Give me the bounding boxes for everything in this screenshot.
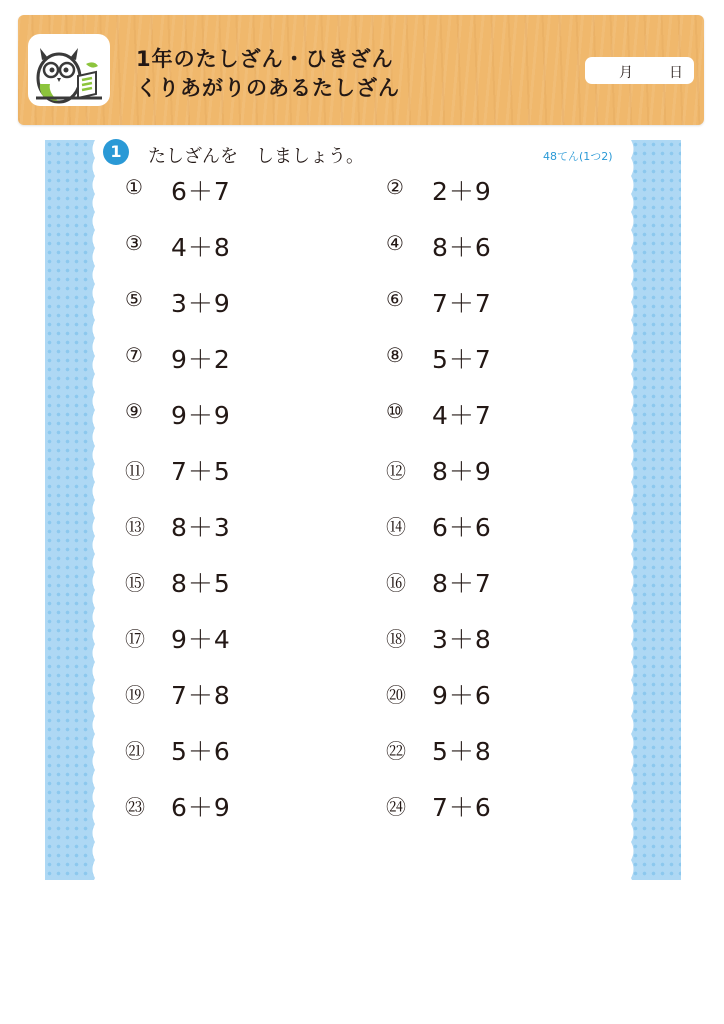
- problem-number: ⑥: [386, 287, 404, 311]
- problem-number: ⑧: [386, 343, 404, 367]
- problem-number: ⑳: [386, 683, 406, 707]
- problem-number: ⑩: [386, 399, 404, 423]
- problem-expression: 6＋7: [171, 177, 231, 206]
- problem-expression: 2＋9: [432, 177, 492, 206]
- problem-number: ⑮: [125, 571, 145, 595]
- problem-number: ⑱: [386, 627, 406, 651]
- problem-expression: 8＋9: [432, 457, 492, 486]
- problem-number: ⑯: [386, 571, 406, 595]
- left-decorative-stripe: [45, 140, 95, 880]
- date-field[interactable]: [585, 57, 694, 84]
- problem-number: ②: [386, 175, 404, 199]
- problem-expression: 8＋7: [432, 569, 492, 598]
- problem-expression: 7＋8: [171, 681, 231, 710]
- problem-expression: 9＋9: [171, 401, 231, 430]
- problem-number: ⑪: [125, 459, 145, 483]
- problem-expression: 8＋5: [171, 569, 231, 598]
- problem-number: ⑬: [125, 515, 145, 539]
- problem-number: ⑭: [386, 515, 406, 539]
- problem-expression: 8＋6: [432, 233, 492, 262]
- problem-expression: 6＋9: [171, 793, 231, 822]
- problem-expression: 3＋8: [432, 625, 492, 654]
- section-instruction: たしざんを しましょう。: [148, 146, 364, 167]
- problem-expression: 7＋7: [432, 289, 492, 318]
- problem-number: ③: [125, 231, 143, 255]
- problem-number: ⑤: [125, 287, 143, 311]
- problem-expression: 4＋7: [432, 401, 492, 430]
- problem-number: ⑨: [125, 399, 143, 423]
- problem-expression: 4＋8: [171, 233, 231, 262]
- worksheet-title-line1: 1年のたしざん・ひきざん: [136, 47, 394, 71]
- section-points: 48てん(1つ2): [543, 150, 613, 163]
- problem-expression: 9＋4: [171, 625, 231, 654]
- month-label: 月: [619, 65, 633, 81]
- worksheet-title-line2: くりあがりのあるたしざん: [136, 76, 400, 100]
- owl-logo-icon: [28, 34, 110, 106]
- day-label: 日: [669, 65, 683, 81]
- problem-number: ㉓: [125, 795, 145, 819]
- problem-expression: 7＋6: [432, 793, 492, 822]
- problem-number: ④: [386, 231, 404, 255]
- problem-number: ㉑: [125, 739, 145, 763]
- problem-expression: 7＋5: [171, 457, 231, 486]
- problem-number: ⑫: [386, 459, 406, 483]
- problem-expression: 6＋6: [432, 513, 492, 542]
- problem-number: ⑦: [125, 343, 143, 367]
- problem-expression: 9＋2: [171, 345, 231, 374]
- problem-expression: 5＋8: [432, 737, 492, 766]
- worksheet-header: [18, 15, 704, 125]
- problem-expression: 5＋7: [432, 345, 492, 374]
- problem-expression: 5＋6: [171, 737, 231, 766]
- problem-expression: 8＋3: [171, 513, 231, 542]
- problem-number: ㉔: [386, 795, 406, 819]
- problem-number: ⑲: [125, 683, 145, 707]
- problem-expression: 9＋6: [432, 681, 492, 710]
- problem-number: ⑰: [125, 627, 145, 651]
- problem-expression: 3＋9: [171, 289, 231, 318]
- section-number-badge: 1: [103, 139, 129, 165]
- problem-number: ①: [125, 175, 143, 199]
- problem-number: ㉒: [386, 739, 406, 763]
- right-decorative-stripe: [631, 140, 681, 880]
